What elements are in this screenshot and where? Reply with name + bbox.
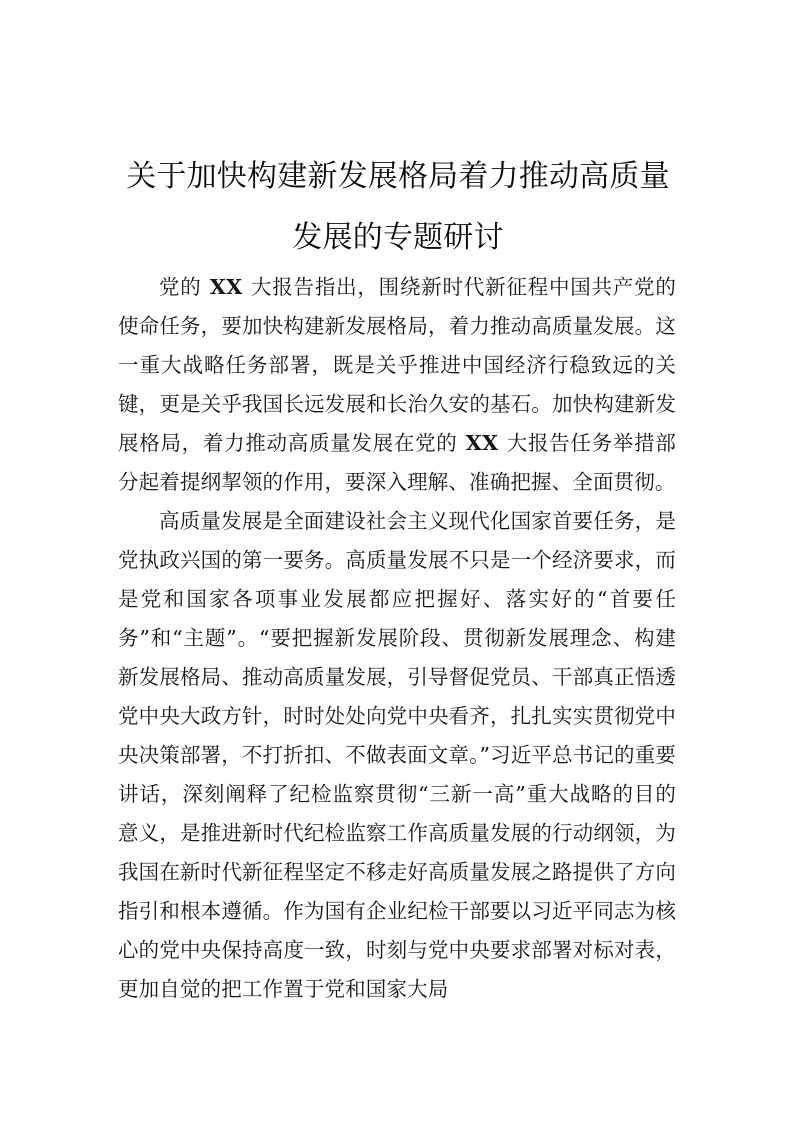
page-title [118,146,678,268]
paragraph-1: 党的 XX 大报告指出，围绕新时代新征程中国共产党的使命任务，要加快构建新发展格局，着力推动高质量发展。这一重大战略任务部署，既是关乎推进中国经济行稳致远的关键，更是关乎我国长远发展和长治久安的基石。加快构建新发展格局，着力推动高质量发展在党的 XX 大报告任务举措部分起着提纲挈领的作用，要深入理解、准确把握、全面贯彻。 [118,275,677,494]
paragraph-2: 高质量发展是全面建设社会主义现代化国家首要任务，是党执政兴国的第一要务。高质量发展不只是一个经济要求，而是党和国家各项事业发展都应把握好、落实好的“首要任务”和“主题”。“要把握新发展阶段、贯彻新发展理念、构建新发展格局、推动高质量发展，引导督促党员、干部真正悟透党中央大政方针，时时处处向党中央看齐，扎扎实实贯彻党中央决策部署，不打折扣、不做表面文章。”习近平总书记的重要讲话，深刻阐释了纪检监察贯彻“三新一高”重大战略的目的意义，是推进新时代纪检监察工作高质量发展的行动纲领，为我国在新时代新征程坚定不移走好高质量发展之路提供了方向指引和根本遵循。作为国有企业纪检干部要以习近平同志为核心的党中央保持高度一致，时刻与党中央要求部署对标对表，更加自觉的把工作置于党和国家大局 [118,509,676,1001]
emphasised-token: XX [209,275,243,299]
title-line-2: 发展的专题研讨 [292,220,504,256]
emphasised-token: XX [465,431,499,455]
title-line-1: 关于加快构建新发展格局着力推动高质量 [126,159,670,195]
document-body [118,268,676,1009]
